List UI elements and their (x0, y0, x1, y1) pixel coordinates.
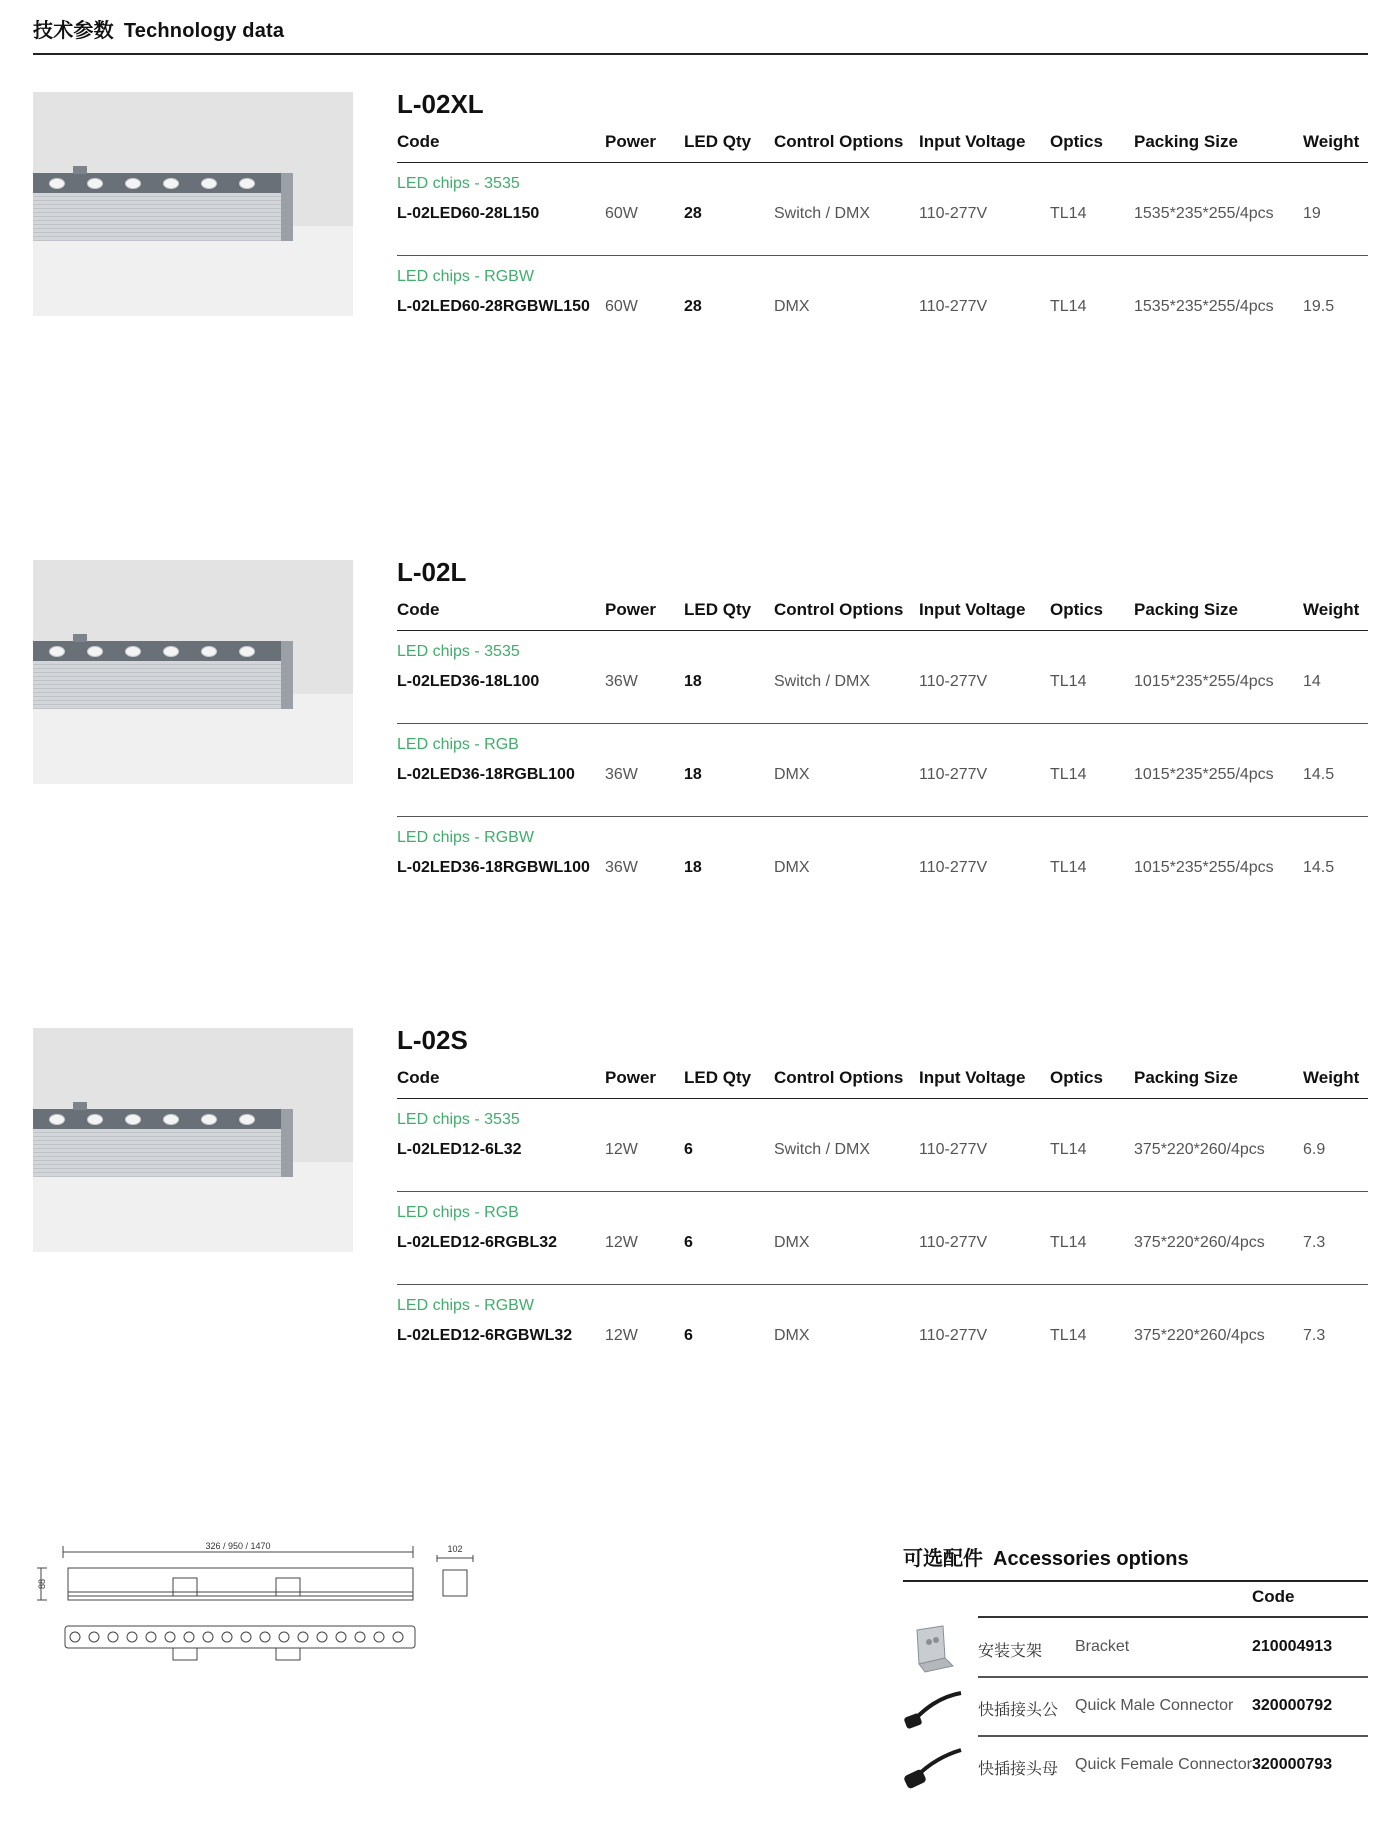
column-header-led_qty: LED Qty (684, 1068, 752, 1087)
optics-value: TL14 (1050, 859, 1087, 876)
column-header-power: Power (605, 600, 657, 619)
accessory-row (903, 1738, 1368, 1796)
power-value: 60W (605, 298, 638, 315)
spec-table (397, 132, 1368, 348)
power-value: 12W (605, 1327, 638, 1344)
drawing-led-circle (336, 1632, 346, 1642)
drawing-led-circle (317, 1632, 327, 1642)
voltage-value: 110-277V (919, 1141, 988, 1158)
packing-value: 1015*235*255/4pcs (1134, 673, 1274, 690)
optics-value: TL14 (1050, 673, 1087, 690)
page-title-en: Technology data (123, 20, 285, 42)
accessory-name-en: Bracket (1075, 1638, 1130, 1655)
chip-type-label: LED chips - RGB (397, 736, 519, 753)
column-header-optics: Optics (1050, 600, 1103, 619)
optics-value: TL14 (1050, 1141, 1087, 1158)
dimension-drawing-svg (33, 1540, 493, 1690)
weight-value: 7.3 (1303, 1327, 1326, 1344)
packing-value: 1015*235*255/4pcs (1134, 859, 1274, 876)
voltage-value: 110-277V (919, 859, 988, 876)
voltage-value: 110-277V (919, 766, 988, 783)
accessory-row (903, 1620, 1368, 1678)
accessory-code: 320000792 (1252, 1697, 1333, 1714)
packing-value: 375*220*260/4pcs (1134, 1141, 1265, 1158)
accessories-title-zh: 可选配件 (903, 1548, 983, 1570)
height-dimension-label: 88 (37, 1578, 47, 1590)
drawing-led-circle (89, 1632, 99, 1642)
weight-value: 14 (1303, 673, 1321, 690)
weight-value: 14.5 (1303, 859, 1335, 876)
accessories-code-header: Code (1252, 1587, 1295, 1606)
model-name: L-02S (397, 1025, 468, 1055)
drawing-led-circle (355, 1632, 365, 1642)
dimension-drawing (33, 1540, 493, 1690)
weight-value: 6.9 (1303, 1141, 1326, 1158)
width-dimension-label: 102 (447, 1544, 463, 1554)
accessory-name-en: Quick Female Connector (1075, 1756, 1252, 1773)
chip-type-label: LED chips - RGBW (397, 1297, 534, 1314)
weight-value: 14.5 (1303, 766, 1335, 783)
product-code: L-02LED36-18L100 (397, 673, 540, 690)
table-header (397, 600, 1368, 631)
column-header-weight: Weight (1303, 1068, 1360, 1087)
table-row (397, 256, 1368, 348)
column-header-optics: Optics (1050, 132, 1103, 151)
accessory-name-zh: 快插接头母 (978, 1761, 1059, 1778)
packing-value: 1535*235*255/4pcs (1134, 298, 1274, 315)
table-row (397, 631, 1368, 724)
drawing-led-circle (260, 1632, 270, 1642)
accessories-title-en: Accessories options (993, 1548, 1189, 1570)
accessory-name-zh: 快插接头公 (978, 1702, 1059, 1719)
led-qty-value: 6 (684, 1234, 693, 1251)
control-value: Switch / DMX (774, 1141, 871, 1158)
column-header-control: Control Options (774, 600, 904, 619)
column-header-optics: Optics (1050, 1068, 1103, 1087)
column-header-code: Code (397, 1068, 440, 1087)
accessory-name-zh: 安装支架 (978, 1643, 1043, 1660)
table-row (397, 1285, 1368, 1377)
voltage-value: 110-277V (919, 673, 988, 690)
power-value: 36W (605, 766, 638, 783)
product-code: L-02LED60-28RGBWL150 (397, 298, 590, 315)
page-title-zh: 技术参数 (33, 20, 114, 42)
optics-value: TL14 (1050, 298, 1087, 315)
column-header-voltage: Input Voltage (919, 600, 1026, 619)
column-header-led_qty: LED Qty (684, 132, 752, 151)
product-image (33, 560, 353, 784)
column-header-led_qty: LED Qty (684, 600, 752, 619)
page-title (33, 14, 284, 43)
model-name: L-02L (397, 557, 467, 587)
column-header-packing: Packing Size (1134, 600, 1238, 619)
column-header-code: Code (397, 132, 440, 151)
title-divider (33, 53, 1368, 55)
product-code: L-02LED12-6L32 (397, 1141, 522, 1158)
led-qty-value: 6 (684, 1327, 693, 1344)
voltage-value: 110-277V (919, 205, 988, 222)
weight-value: 19.5 (1303, 298, 1335, 315)
accessory-row (903, 1679, 1368, 1737)
column-header-voltage: Input Voltage (919, 1068, 1026, 1087)
drawing-led-circle (241, 1632, 251, 1642)
model-name: L-02XL (397, 89, 484, 119)
female-connector-icon (903, 1738, 963, 1794)
accessory-code: 320000793 (1252, 1756, 1333, 1773)
led-qty-value: 6 (684, 1141, 693, 1158)
column-header-packing: Packing Size (1134, 1068, 1238, 1087)
power-value: 36W (605, 859, 638, 876)
accessory-code: 210004913 (1252, 1638, 1333, 1655)
drawing-led-circle (393, 1632, 403, 1642)
weight-value: 7.3 (1303, 1234, 1326, 1251)
led-qty-value: 18 (684, 859, 702, 876)
drawing-led-circle (374, 1632, 384, 1642)
drawing-led-circle (108, 1632, 118, 1642)
table-header (397, 132, 1368, 163)
chip-type-label: LED chips - RGBW (397, 268, 534, 285)
drawing-led-circle (70, 1632, 80, 1642)
power-value: 60W (605, 205, 638, 222)
control-value: DMX (774, 766, 810, 783)
drawing-led-circle (165, 1632, 175, 1642)
drawing-led-circle (222, 1632, 232, 1642)
accessories-title (903, 1542, 1189, 1571)
column-header-weight: Weight (1303, 132, 1360, 151)
drawing-led-circle (279, 1632, 289, 1642)
control-value: Switch / DMX (774, 673, 871, 690)
control-value: DMX (774, 1327, 810, 1344)
chip-type-label: LED chips - 3535 (397, 643, 520, 660)
power-value: 12W (605, 1234, 638, 1251)
drawing-led-circle (146, 1632, 156, 1642)
accessory-row-rule (978, 1735, 1368, 1737)
packing-value: 375*220*260/4pcs (1134, 1327, 1265, 1344)
drawing-led-circle (184, 1632, 194, 1642)
power-value: 36W (605, 673, 638, 690)
chip-type-label: LED chips - 3535 (397, 175, 520, 192)
voltage-value: 110-277V (919, 298, 988, 315)
accessories-divider (903, 1580, 1368, 1582)
drawing-led-circle (298, 1632, 308, 1642)
spec-table (397, 600, 1368, 909)
bracket-icon (903, 1620, 963, 1676)
control-value: Switch / DMX (774, 205, 871, 222)
column-header-power: Power (605, 132, 657, 151)
product-code: L-02LED36-18RGBWL100 (397, 859, 590, 876)
table-row (397, 1192, 1368, 1285)
control-value: DMX (774, 1234, 810, 1251)
product-code: L-02LED12-6RGBL32 (397, 1234, 558, 1251)
column-header-packing: Packing Size (1134, 132, 1238, 151)
column-header-code: Code (397, 600, 440, 619)
optics-value: TL14 (1050, 1234, 1087, 1251)
voltage-value: 110-277V (919, 1327, 988, 1344)
product-image (33, 1028, 353, 1252)
table-row (397, 163, 1368, 256)
voltage-value: 110-277V (919, 1234, 988, 1251)
column-header-power: Power (605, 1068, 657, 1087)
packing-value: 1015*235*255/4pcs (1134, 766, 1274, 783)
table-header (397, 1068, 1368, 1099)
chip-type-label: LED chips - RGB (397, 1204, 519, 1221)
led-qty-value: 18 (684, 673, 702, 690)
product-code: L-02LED12-6RGBWL32 (397, 1327, 573, 1344)
chip-type-label: LED chips - RGBW (397, 829, 534, 846)
table-row (397, 724, 1368, 817)
column-header-control: Control Options (774, 1068, 904, 1087)
led-qty-value: 28 (684, 298, 702, 315)
table-row (397, 817, 1368, 909)
spec-table (397, 1068, 1368, 1377)
control-value: DMX (774, 859, 810, 876)
packing-value: 375*220*260/4pcs (1134, 1234, 1265, 1251)
product-code: L-02LED36-18RGBL100 (397, 766, 575, 783)
table-row (397, 1099, 1368, 1192)
product-image (33, 92, 353, 316)
column-header-weight: Weight (1303, 600, 1360, 619)
control-value: DMX (774, 298, 810, 315)
power-value: 12W (605, 1141, 638, 1158)
led-qty-value: 28 (684, 205, 702, 222)
accessory-name-en: Quick Male Connector (1075, 1697, 1234, 1714)
led-qty-value: 18 (684, 766, 702, 783)
male-connector-icon (903, 1679, 963, 1735)
optics-value: TL14 (1050, 1327, 1087, 1344)
accessories-header-rule (978, 1616, 1368, 1618)
column-header-voltage: Input Voltage (919, 132, 1026, 151)
optics-value: TL14 (1050, 766, 1087, 783)
chip-type-label: LED chips - 3535 (397, 1111, 520, 1128)
packing-value: 1535*235*255/4pcs (1134, 205, 1274, 222)
column-header-control: Control Options (774, 132, 904, 151)
weight-value: 19 (1303, 205, 1321, 222)
product-code: L-02LED60-28L150 (397, 205, 540, 222)
length-dimension-label: 326 / 950 / 1470 (205, 1541, 271, 1551)
drawing-led-circle (203, 1632, 213, 1642)
optics-value: TL14 (1050, 205, 1087, 222)
drawing-led-circle (127, 1632, 137, 1642)
accessory-row-rule (978, 1676, 1368, 1678)
